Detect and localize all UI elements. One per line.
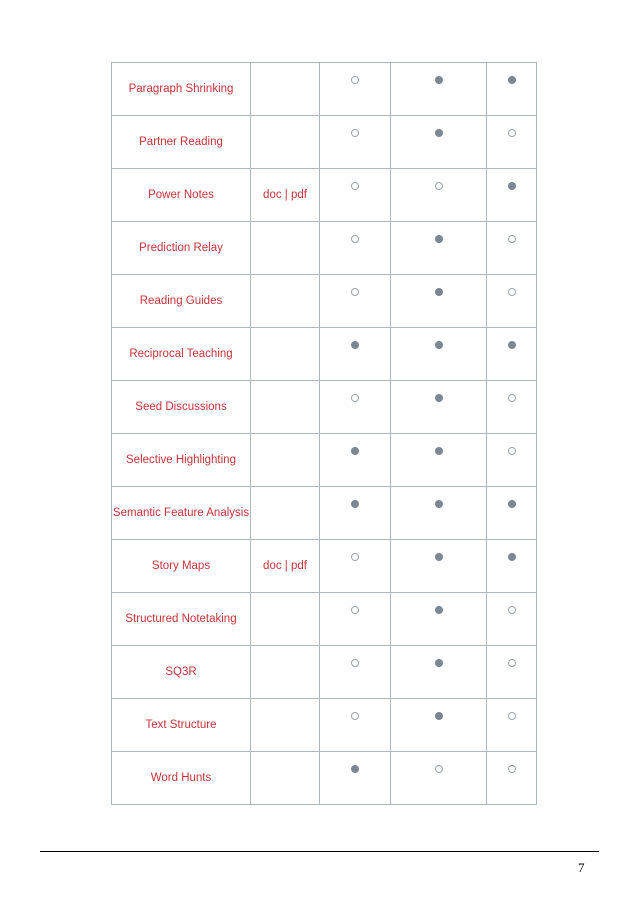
filled-circle-icon bbox=[435, 606, 443, 614]
rating-cell bbox=[487, 169, 537, 222]
filled-circle-icon bbox=[508, 341, 516, 349]
strategy-name: Text Structure bbox=[112, 699, 251, 752]
rating-cell bbox=[320, 540, 391, 593]
rating-cell bbox=[391, 540, 487, 593]
resource-links bbox=[251, 169, 320, 222]
strategy-name: SQ3R bbox=[112, 646, 251, 699]
rating-cell bbox=[391, 275, 487, 328]
resource-links bbox=[251, 381, 320, 434]
table-body bbox=[112, 63, 537, 805]
rating-cell bbox=[391, 593, 487, 646]
rating-cell bbox=[320, 275, 391, 328]
rating-cell bbox=[320, 646, 391, 699]
empty-circle-icon bbox=[435, 182, 443, 190]
empty-circle-icon bbox=[435, 765, 443, 773]
empty-circle-icon bbox=[508, 447, 516, 455]
resource-link[interactable]: doc | pdf bbox=[263, 560, 307, 572]
resource-links bbox=[251, 275, 320, 328]
resource-links bbox=[251, 487, 320, 540]
filled-circle-icon bbox=[351, 500, 359, 508]
footer-rule bbox=[40, 851, 599, 852]
rating-cell bbox=[487, 752, 537, 805]
rating-cell bbox=[391, 646, 487, 699]
empty-circle-icon bbox=[351, 129, 359, 137]
strategy-name: Seed Discussions bbox=[112, 381, 251, 434]
strategy-table bbox=[111, 62, 537, 805]
resource-links bbox=[251, 222, 320, 275]
rating-cell bbox=[487, 63, 537, 116]
rating-cell bbox=[391, 222, 487, 275]
rating-cell bbox=[320, 169, 391, 222]
resource-links bbox=[251, 593, 320, 646]
rating-cell bbox=[487, 116, 537, 169]
rating-cell bbox=[320, 434, 391, 487]
resource-links bbox=[251, 328, 320, 381]
filled-circle-icon bbox=[351, 765, 359, 773]
filled-circle-icon bbox=[435, 76, 443, 84]
empty-circle-icon bbox=[508, 394, 516, 402]
empty-circle-icon bbox=[508, 606, 516, 614]
page-number: 7 bbox=[578, 860, 585, 875]
rating-cell bbox=[487, 381, 537, 434]
table-row bbox=[112, 646, 537, 699]
rating-cell bbox=[320, 699, 391, 752]
rating-cell bbox=[487, 434, 537, 487]
empty-circle-icon bbox=[351, 712, 359, 720]
filled-circle-icon bbox=[435, 553, 443, 561]
strategy-name: Reading Guides bbox=[112, 275, 251, 328]
resource-links bbox=[251, 540, 320, 593]
empty-circle-icon bbox=[351, 606, 359, 614]
empty-circle-icon bbox=[508, 288, 516, 296]
strategy-name: Partner Reading bbox=[112, 116, 251, 169]
rating-cell bbox=[391, 381, 487, 434]
empty-circle-icon bbox=[508, 712, 516, 720]
filled-circle-icon bbox=[435, 288, 443, 296]
empty-circle-icon bbox=[351, 288, 359, 296]
empty-circle-icon bbox=[508, 129, 516, 137]
filled-circle-icon bbox=[435, 394, 443, 402]
resource-links bbox=[251, 434, 320, 487]
resource-links bbox=[251, 116, 320, 169]
filled-circle-icon bbox=[435, 659, 443, 667]
filled-circle-icon bbox=[435, 235, 443, 243]
empty-circle-icon bbox=[508, 659, 516, 667]
filled-circle-icon bbox=[435, 129, 443, 137]
filled-circle-icon bbox=[435, 341, 443, 349]
table-row bbox=[112, 275, 537, 328]
rating-cell bbox=[487, 540, 537, 593]
rating-cell bbox=[391, 434, 487, 487]
table-row bbox=[112, 434, 537, 487]
rating-cell bbox=[487, 328, 537, 381]
rating-cell bbox=[320, 381, 391, 434]
table-row bbox=[112, 328, 537, 381]
strategy-name: Power Notes bbox=[112, 169, 251, 222]
table-row bbox=[112, 116, 537, 169]
filled-circle-icon bbox=[351, 341, 359, 349]
rating-cell bbox=[320, 752, 391, 805]
filled-circle-icon bbox=[435, 447, 443, 455]
table-row bbox=[112, 752, 537, 805]
rating-cell bbox=[391, 63, 487, 116]
filled-circle-icon bbox=[508, 76, 516, 84]
table-row bbox=[112, 169, 537, 222]
table-row bbox=[112, 381, 537, 434]
filled-circle-icon bbox=[351, 447, 359, 455]
table-row bbox=[112, 487, 537, 540]
filled-circle-icon bbox=[508, 500, 516, 508]
strategy-name: Paragraph Shrinking bbox=[112, 63, 251, 116]
rating-cell bbox=[391, 328, 487, 381]
rating-cell bbox=[320, 222, 391, 275]
resource-link[interactable]: doc | pdf bbox=[263, 189, 307, 201]
filled-circle-icon bbox=[508, 553, 516, 561]
table-row bbox=[112, 222, 537, 275]
table-row bbox=[112, 63, 537, 116]
table-row bbox=[112, 699, 537, 752]
resource-links bbox=[251, 699, 320, 752]
empty-circle-icon bbox=[351, 76, 359, 84]
rating-cell bbox=[320, 328, 391, 381]
empty-circle-icon bbox=[351, 235, 359, 243]
resource-links bbox=[251, 646, 320, 699]
strategy-name: Selective Highlighting bbox=[112, 434, 251, 487]
rating-cell bbox=[487, 593, 537, 646]
resource-links bbox=[251, 752, 320, 805]
rating-cell bbox=[487, 275, 537, 328]
empty-circle-icon bbox=[351, 553, 359, 561]
strategy-name: Story Maps bbox=[112, 540, 251, 593]
empty-circle-icon bbox=[508, 235, 516, 243]
filled-circle-icon bbox=[435, 500, 443, 508]
empty-circle-icon bbox=[508, 765, 516, 773]
strategy-name: Prediction Relay bbox=[112, 222, 251, 275]
resource-links bbox=[251, 63, 320, 116]
empty-circle-icon bbox=[351, 659, 359, 667]
rating-cell bbox=[320, 487, 391, 540]
rating-cell bbox=[320, 593, 391, 646]
rating-cell bbox=[487, 699, 537, 752]
filled-circle-icon bbox=[435, 712, 443, 720]
empty-circle-icon bbox=[351, 394, 359, 402]
rating-cell bbox=[391, 169, 487, 222]
strategy-name: Semantic Feature Analysis bbox=[112, 487, 251, 540]
rating-cell bbox=[320, 63, 391, 116]
filled-circle-icon bbox=[508, 182, 516, 190]
rating-cell bbox=[320, 116, 391, 169]
rating-cell bbox=[487, 222, 537, 275]
rating-cell bbox=[487, 487, 537, 540]
table-row bbox=[112, 540, 537, 593]
rating-cell bbox=[391, 487, 487, 540]
rating-cell bbox=[391, 116, 487, 169]
rating-cell bbox=[487, 646, 537, 699]
rating-cell bbox=[391, 699, 487, 752]
table-row bbox=[112, 593, 537, 646]
empty-circle-icon bbox=[351, 182, 359, 190]
strategy-name: Reciprocal Teaching bbox=[112, 328, 251, 381]
strategy-name: Word Hunts bbox=[112, 752, 251, 805]
strategy-name: Structured Notetaking bbox=[112, 593, 251, 646]
rating-cell bbox=[391, 752, 487, 805]
